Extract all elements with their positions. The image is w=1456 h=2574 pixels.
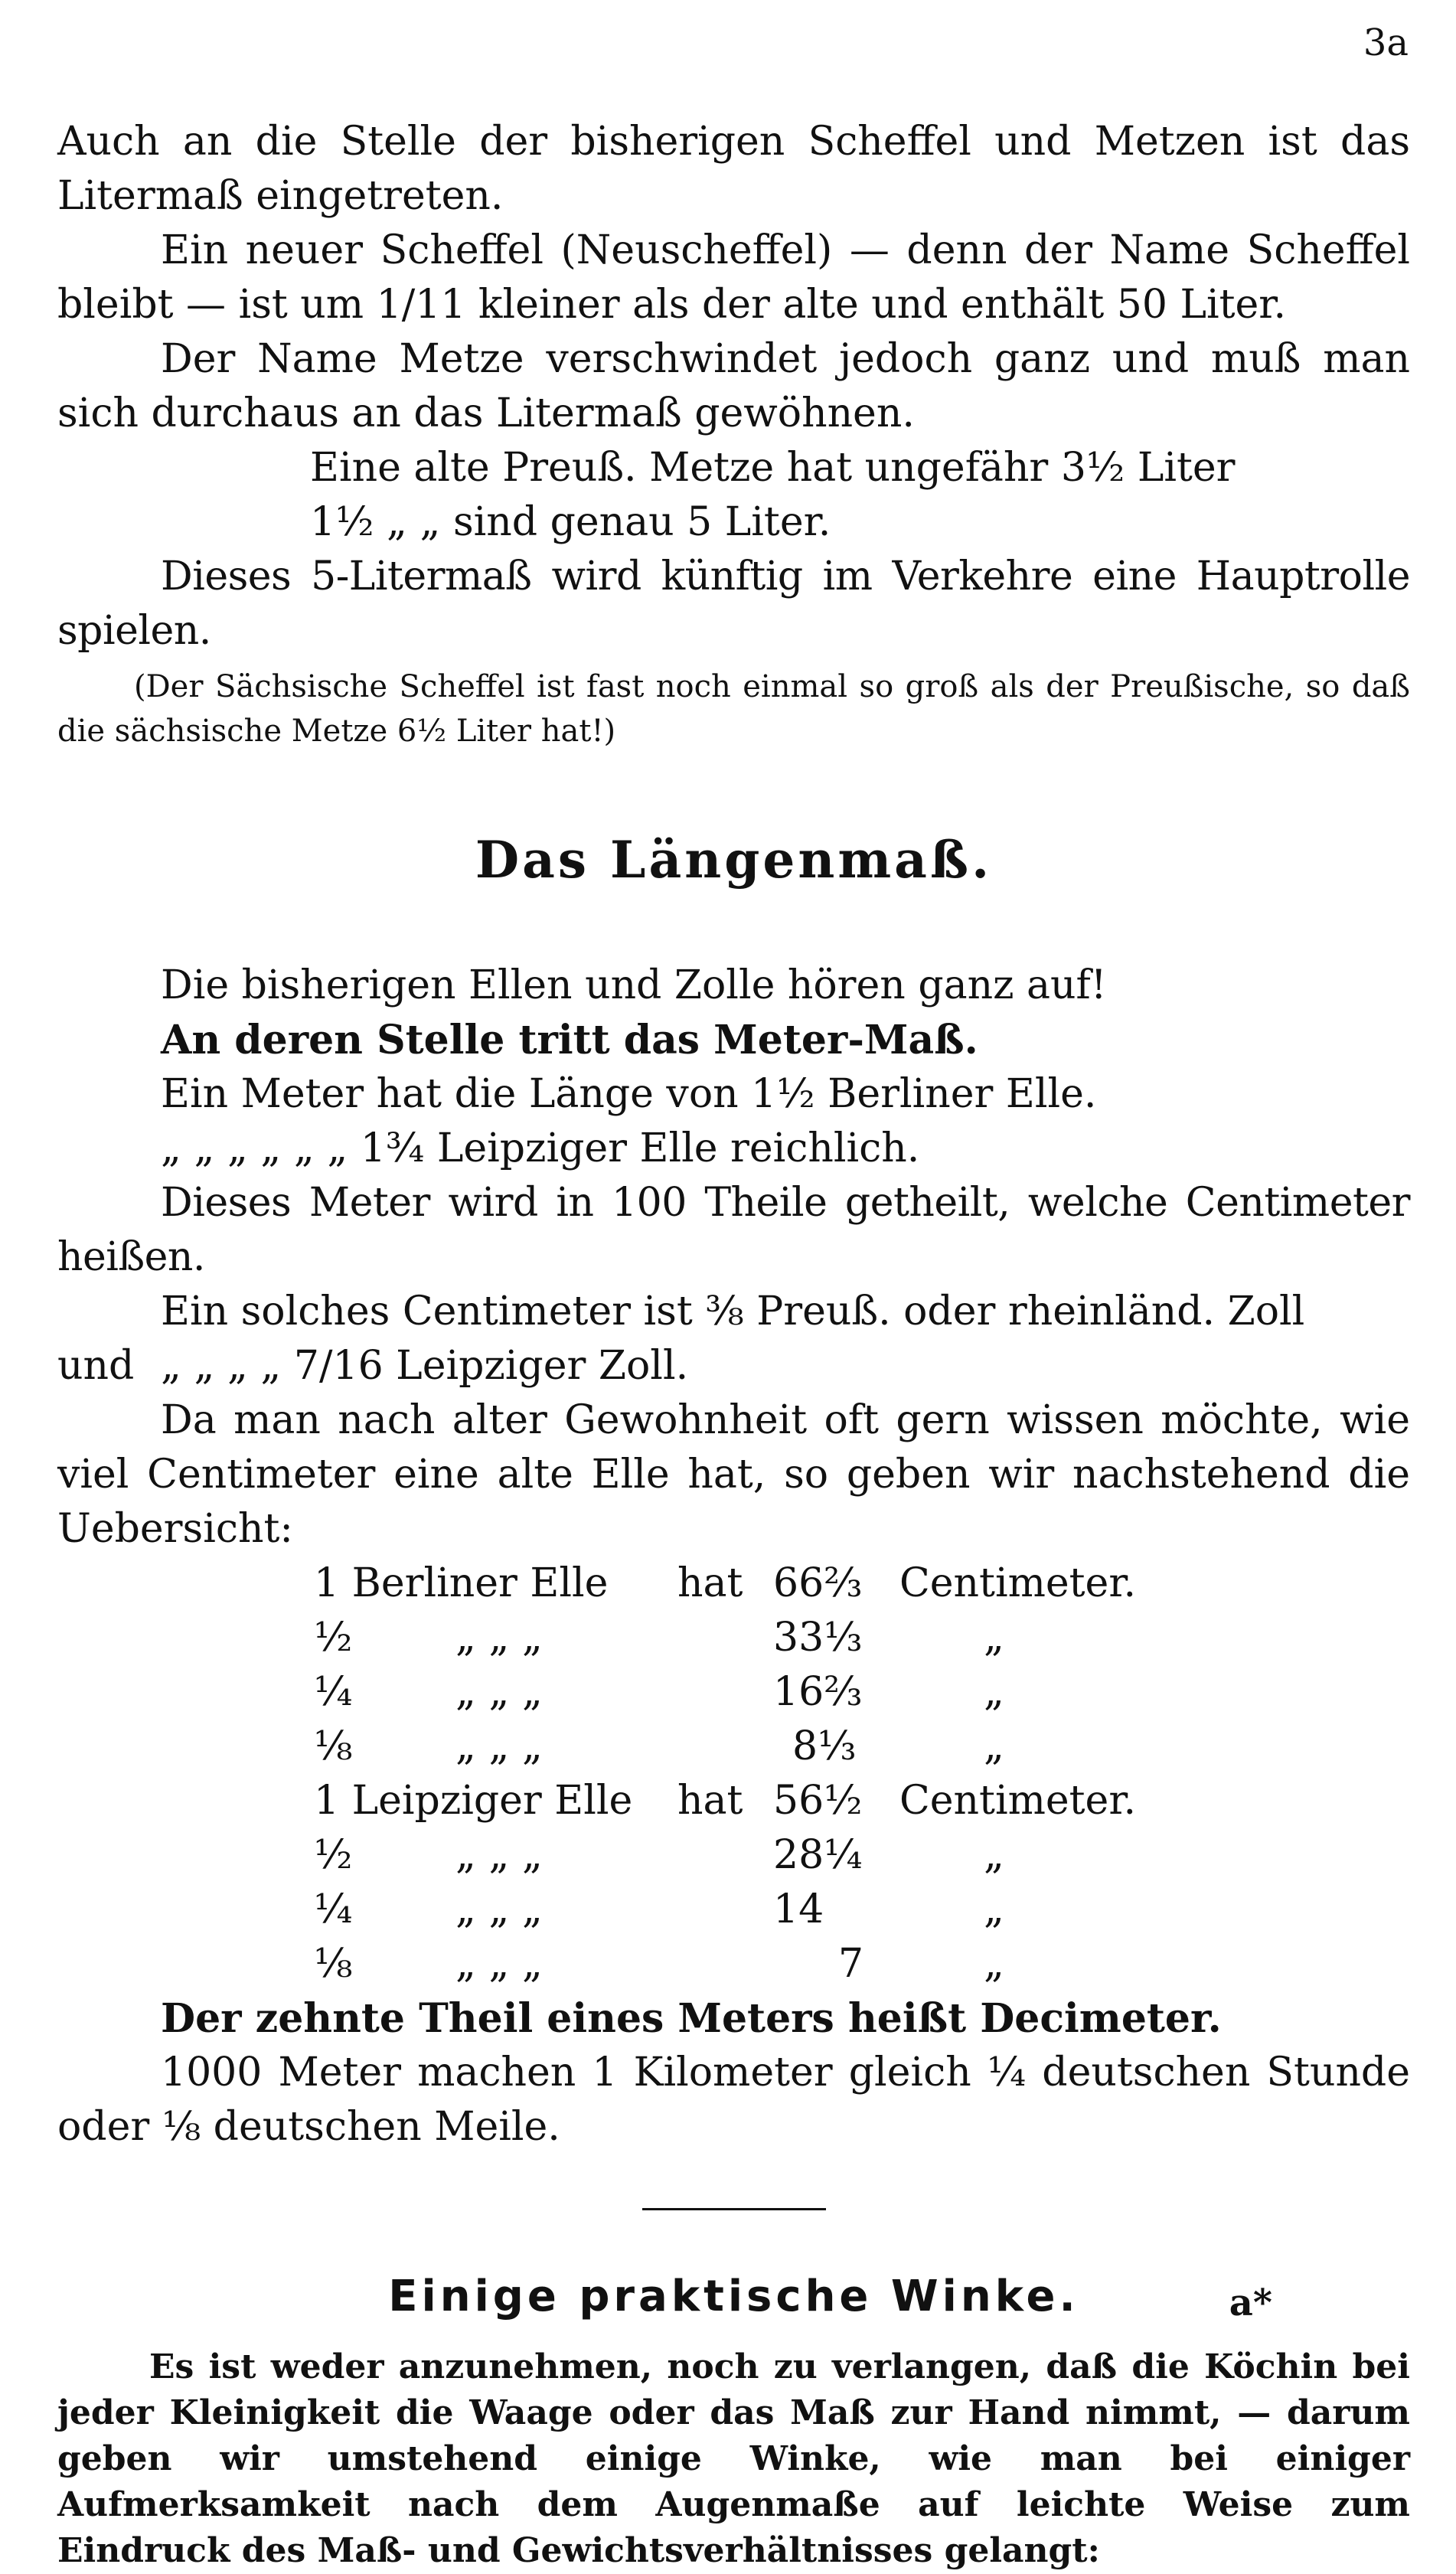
cell-b: „ „ „ (455, 1832, 543, 1878)
table-row (57, 1556, 1410, 1611)
cell-c: 56½ (773, 1778, 863, 1824)
line-berliner-elle: Ein Meter hat die Länge von 1½ Berliner Elle. (161, 1071, 1097, 1117)
line-ellen-zolle: Die bisherigen Ellen und Zolle hören ganz auf! (161, 962, 1107, 1008)
para-neuscheffel: Ein neuer Scheffel (Neuscheffel) — denn der Name Scheffel bleibt — ist um 1/11 kleiner als der alte und enthält 50 Liter. (57, 227, 1410, 328)
cell-d: Centimeter. (899, 1778, 1137, 1824)
cell-d: Centimeter. (899, 1560, 1137, 1606)
line-leipziger-zoll (57, 1339, 1410, 1393)
note-saechsisch: (Der Sächsische Scheffel ist fast noch einmal so groß als der Preußische, so daß die sächsische Metze 6½ Liter hat!) (57, 669, 1410, 749)
cell-b: hat (677, 1778, 743, 1824)
table-berliner (57, 1556, 1410, 1774)
und-word: und (57, 1343, 135, 1389)
table-row (57, 1665, 1410, 1720)
leipziger-zoll-text: „ „ „ „ 7/16 Leipziger Zoll. (161, 1343, 689, 1389)
table-row (57, 1828, 1410, 1883)
divider (642, 2208, 826, 2210)
cell-a: ⅛ (314, 1941, 353, 1987)
para-scheffel-intro: Auch an die Stelle der bisherigen Scheffel und Metzen ist das Litermaß eingetreten. (57, 119, 1410, 219)
line-kilometer: 1000 Meter machen 1 Kilometer gleich ¼ deutschen Stunde oder ⅛ deutschen Meile. (57, 2050, 1410, 2150)
cell-b: „ „ „ (455, 1669, 543, 1715)
cell-a: ½ (314, 1832, 353, 1878)
para-5-litermass: Dieses 5-Litermaß wird künftig im Verkehre eine Hauptrolle spielen. (57, 554, 1410, 654)
cell-d: „ (984, 1615, 1004, 1661)
cell-b: „ „ „ (455, 1886, 543, 1932)
page-number: 3a (1363, 21, 1409, 64)
table-row (57, 1883, 1410, 1937)
cell-a: 1 Berliner Elle (314, 1560, 609, 1606)
cell-a: ¼ (314, 1669, 353, 1715)
cell-c: 14 (773, 1886, 824, 1932)
cell-d: „ (984, 1886, 1004, 1932)
cell-a: ⅛ (314, 1723, 353, 1769)
cell-a: 1 Leipziger Elle (314, 1778, 633, 1824)
line-alte-metze: Eine alte Preuß. Metze hat ungefähr 3½ Liter (310, 445, 1236, 491)
table-row (57, 1611, 1410, 1665)
line-leipziger-elle: „ „ „ „ „ „ 1¾ Leipziger Elle reichlich. (161, 1125, 920, 1171)
para-uebersicht: Da man nach alter Gewohnheit oft gern wissen möchte, wie viel Centimeter eine alte Elle hat, so geben wir nachstehend die Uebersicht: (57, 1397, 1410, 1552)
cell-b: „ „ „ (455, 1941, 543, 1987)
para-winke: Es ist weder anzunehmen, noch zu verlangen, daß die Köchin bei jeder Kleinigkeit die Waage oder das Maß zur Hand nimmt, — darum geben wir umstehend einige Winke, wie man bei einiger Aufmerksamkeit nach dem Augenmaße auf leichte Weise zum Eindruck des Maß- und Gewichtsverhältnisses gelangt: (57, 2347, 1410, 2570)
cell-d: „ (984, 1723, 1004, 1769)
line-centimeter: Dieses Meter wird in 100 Theile getheilt, welche Centimeter heißen. (57, 1180, 1410, 1280)
heading-praktische-winke: Einige praktische Winke. (388, 2272, 1079, 2321)
line-meter-mass: An deren Stelle tritt das Meter-Maß. (161, 1017, 978, 1063)
table-row (57, 1774, 1410, 1828)
line-centimeter-zoll: Ein solches Centimeter ist ⅜ Preuß. oder rheinländ. Zoll (161, 1289, 1305, 1334)
cell-c: 8⅓ (792, 1723, 857, 1769)
table-row (57, 1720, 1410, 1774)
cell-c: 16⅔ (773, 1669, 863, 1715)
cell-c: 7 (838, 1941, 864, 1987)
table-row (57, 1937, 1410, 1991)
table-leipziger (57, 1774, 1410, 1991)
cell-a: ¼ (314, 1886, 353, 1932)
para-metze: Der Name Metze verschwindet jedoch ganz und muß man sich durchaus an das Litermaß gewöhnen. (57, 336, 1410, 436)
cell-a: ½ (314, 1615, 353, 1661)
cell-d: „ (984, 1941, 1004, 1987)
line-five-liter: 1½ „ „ sind genau 5 Liter. (310, 499, 831, 545)
cell-c: 28¼ (773, 1832, 863, 1878)
cell-d: „ (984, 1832, 1004, 1878)
heading-laengenmass: Das Längenmaß. (475, 830, 993, 890)
cell-c: 66⅔ (773, 1560, 863, 1606)
cell-c: 33⅓ (773, 1615, 863, 1661)
cell-b: hat (677, 1560, 743, 1606)
body-text (57, 115, 1410, 2574)
cell-d: „ (984, 1669, 1004, 1715)
signature-mark: a* (1229, 2282, 1272, 2324)
cell-b: „ „ „ (455, 1615, 543, 1661)
cell-b: „ „ „ (455, 1723, 543, 1769)
line-decimeter: Der zehnte Theil eines Meters heißt Decimeter. (161, 1995, 1222, 2042)
